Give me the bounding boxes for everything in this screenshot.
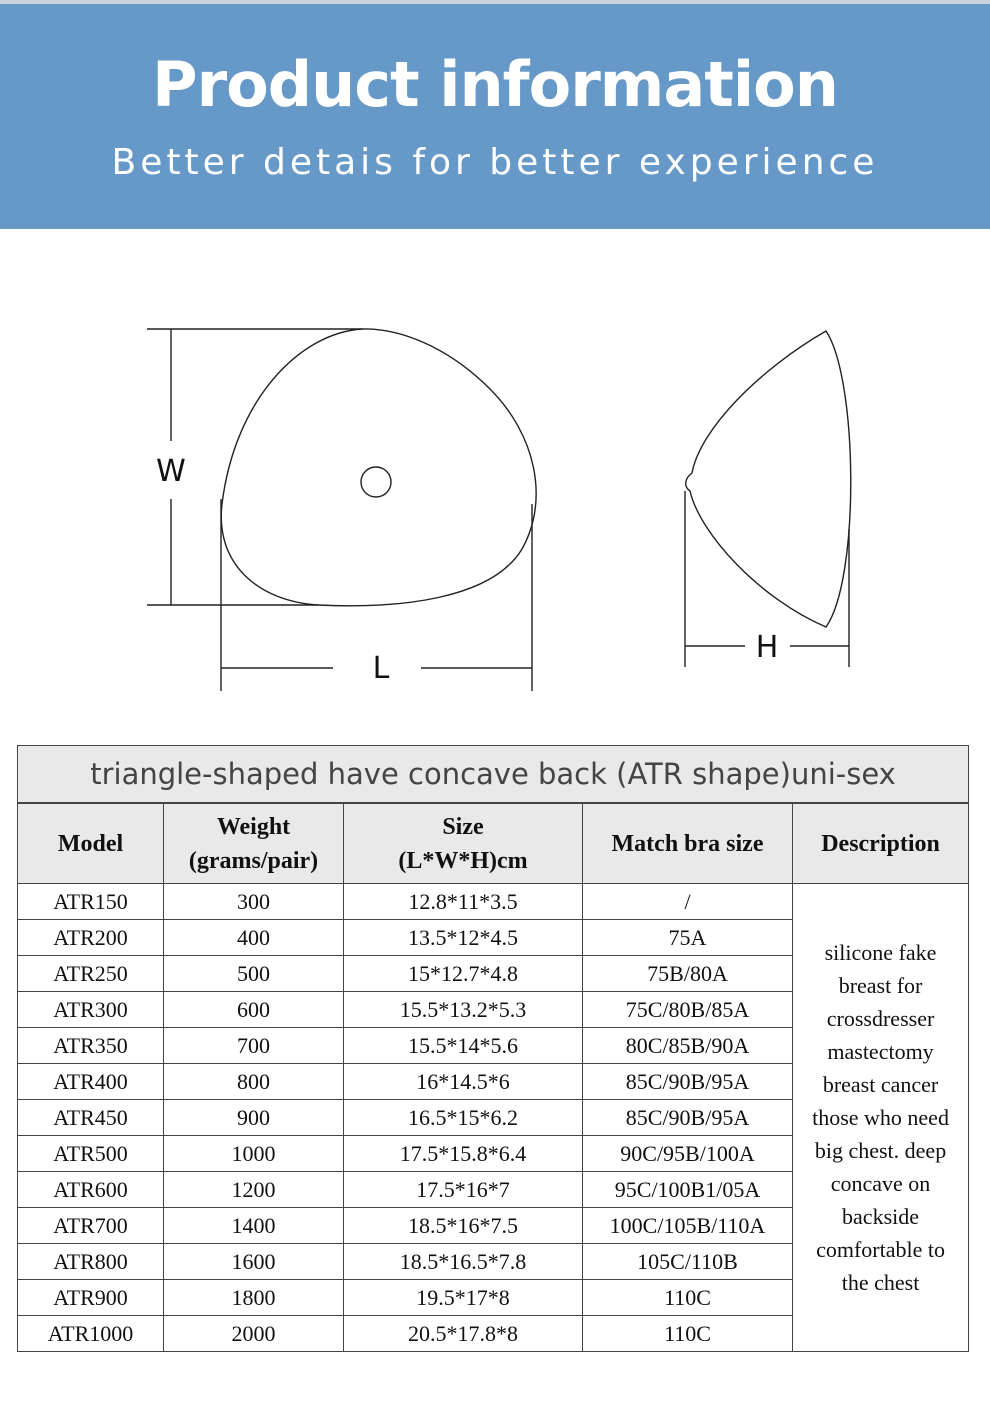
cell-size: 19.5*17*8 [344, 1280, 583, 1316]
cell-weight: 1400 [164, 1208, 344, 1244]
spec-table [17, 745, 969, 1352]
table-row [18, 884, 969, 920]
cell-bra: 110C [583, 1280, 793, 1316]
cell-model: ATR250 [18, 956, 164, 992]
header-weight-line2: (grams/pair) [188, 847, 319, 874]
cell-weight: 2000 [164, 1316, 344, 1352]
description-line: big chest. deep [814, 1138, 947, 1163]
cell-model: ATR1000 [18, 1316, 164, 1352]
cell-weight: 800 [164, 1064, 344, 1100]
cell-size: 15*12.7*4.8 [344, 956, 583, 992]
cell-bra: / [583, 884, 793, 920]
table-caption: triangle-shaped have concave back (ATR shape)uni-sex [18, 746, 969, 804]
cell-size: 17.5*16*7 [344, 1172, 583, 1208]
table-header-row [18, 803, 969, 884]
description-line: those who need [812, 1105, 949, 1130]
description-line: crossdresser [826, 1006, 935, 1031]
cell-size: 16.5*15*6.2 [344, 1100, 583, 1136]
header-banner [0, 0, 990, 229]
cell-model: ATR300 [18, 992, 164, 1028]
cell-model: ATR350 [18, 1028, 164, 1064]
header-bra: Match bra size [583, 803, 793, 884]
cell-model: ATR200 [18, 920, 164, 956]
cell-bra: 75B/80A [583, 956, 793, 992]
header-size [344, 803, 583, 884]
side-view-outline [686, 331, 851, 627]
header-description: Description [793, 803, 969, 884]
description-line: concave on [830, 1171, 931, 1196]
description-line: backside [842, 1204, 920, 1229]
cell-bra: 110C [583, 1316, 793, 1352]
cell-size: 18.5*16.5*7.8 [344, 1244, 583, 1280]
width-label: W [156, 454, 186, 489]
cell-size: 13.5*12*4.5 [344, 920, 583, 956]
cell-bra: 85C/90B/95A [583, 1064, 793, 1100]
cell-weight: 400 [164, 920, 344, 956]
cell-bra: 80C/85B/90A [583, 1028, 793, 1064]
cell-size: 17.5*15.8*6.4 [344, 1136, 583, 1172]
cell-size: 16*14.5*6 [344, 1064, 583, 1100]
page-subtitle: Better detais for better experience [111, 142, 879, 183]
description-line: breast for [838, 973, 923, 998]
cell-model: ATR600 [18, 1172, 164, 1208]
header-size-line1: Size [442, 813, 484, 840]
cell-weight: 600 [164, 992, 344, 1028]
cell-bra: 75C/80B/85A [583, 992, 793, 1028]
header-weight [164, 803, 344, 884]
cell-model: ATR700 [18, 1208, 164, 1244]
header-weight-line1: Weight [216, 813, 291, 840]
cell-model: ATR400 [18, 1064, 164, 1100]
cell-model: ATR500 [18, 1136, 164, 1172]
cell-bra: 75A [583, 920, 793, 956]
header-model: Model [18, 803, 164, 884]
description-line: silicone fake [824, 940, 937, 965]
cell-model: ATR150 [18, 884, 164, 920]
cell-bra: 95C/100B1/05A [583, 1172, 793, 1208]
height-label: H [755, 630, 779, 665]
cell-weight: 1000 [164, 1136, 344, 1172]
dimension-diagram [0, 229, 990, 729]
cell-bra: 100C/105B/110A [583, 1208, 793, 1244]
cell-weight: 1600 [164, 1244, 344, 1280]
description-line: the chest [841, 1270, 920, 1295]
description-cell [793, 884, 969, 1352]
cell-model: ATR800 [18, 1244, 164, 1280]
cell-weight: 700 [164, 1028, 344, 1064]
length-label: L [372, 651, 390, 686]
cell-bra: 90C/95B/100A [583, 1136, 793, 1172]
cell-bra: 85C/90B/95A [583, 1100, 793, 1136]
cell-size: 15.5*14*5.6 [344, 1028, 583, 1064]
cell-weight: 500 [164, 956, 344, 992]
cell-weight: 1800 [164, 1280, 344, 1316]
cell-model: ATR450 [18, 1100, 164, 1136]
description-line: comfortable to [816, 1237, 945, 1262]
description-line: breast cancer [822, 1072, 939, 1097]
cell-weight: 300 [164, 884, 344, 920]
cell-size: 18.5*16*7.5 [344, 1208, 583, 1244]
cell-size: 15.5*13.2*5.3 [344, 992, 583, 1028]
cell-model: ATR900 [18, 1280, 164, 1316]
nipple-circle [361, 467, 391, 497]
description-line: mastectomy [827, 1039, 934, 1064]
cell-weight: 900 [164, 1100, 344, 1136]
cell-size: 20.5*17.8*8 [344, 1316, 583, 1352]
cell-size: 12.8*11*3.5 [344, 884, 583, 920]
page-title: Product information [152, 48, 838, 121]
header-size-line2: (L*W*H)cm [398, 847, 528, 874]
cell-bra: 105C/110B [583, 1244, 793, 1280]
cell-weight: 1200 [164, 1172, 344, 1208]
